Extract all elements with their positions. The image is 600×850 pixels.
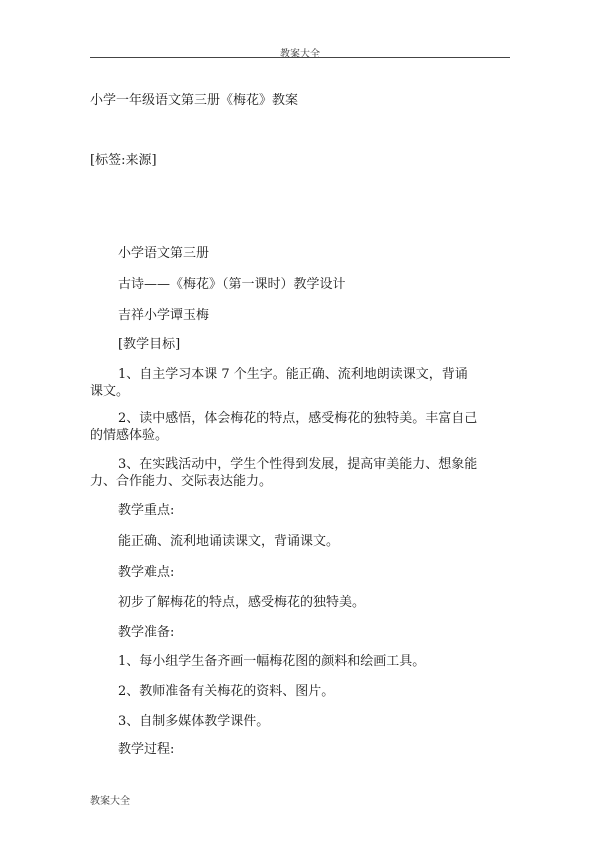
preparation-item-2: 2、教师准备有关梅花的资料、图片。 xyxy=(118,684,335,699)
page-header: 教案大全 xyxy=(280,49,320,60)
goals-heading: [教学目标] xyxy=(118,337,181,352)
goal-item-1: 1、自主学习本课 7 个生字。能正确、流利地朗读课文，背诵课文。 xyxy=(90,367,468,399)
goal-item-2: 2、读中感悟，体会梅花的特点，感受梅花的独特美。丰富自己的情感体验。 xyxy=(90,411,478,443)
process-heading: 教学过程: xyxy=(118,742,175,757)
key-points-heading: 教学重点: xyxy=(118,503,175,518)
header-divider xyxy=(90,57,510,58)
subject-line: 小学语文第三册 xyxy=(118,246,210,261)
preparation-item-3: 3、自制多媒体教学课件。 xyxy=(118,714,270,729)
goal-item-3: 3、在实践活动中，学生个性得到发展，提高审美能力、想象能力、合作能力、交际表达能力。 xyxy=(90,457,478,489)
preparation-heading: 教学准备: xyxy=(118,625,175,640)
tag-label: [标签:来源] xyxy=(90,153,157,168)
lesson-title: 古诗——《梅花》（第一课时）教学设计 xyxy=(118,277,346,292)
document-title: 小学一年级语文第三册《梅花》教案 xyxy=(90,93,299,108)
preparation-item-1: 1、每小组学生备齐画一幅梅花图的颜料和绘画工具。 xyxy=(118,654,426,669)
page-footer: 教案大全 xyxy=(90,796,130,807)
difficulty-text: 初步了解梅花的特点，感受梅花的独特美。 xyxy=(118,595,366,610)
difficulty-heading: 教学难点: xyxy=(118,565,175,580)
author-line: 吉祥小学谭玉梅 xyxy=(118,308,210,323)
key-points-text: 能正确、流利地诵读课文，背诵课文。 xyxy=(118,534,340,549)
